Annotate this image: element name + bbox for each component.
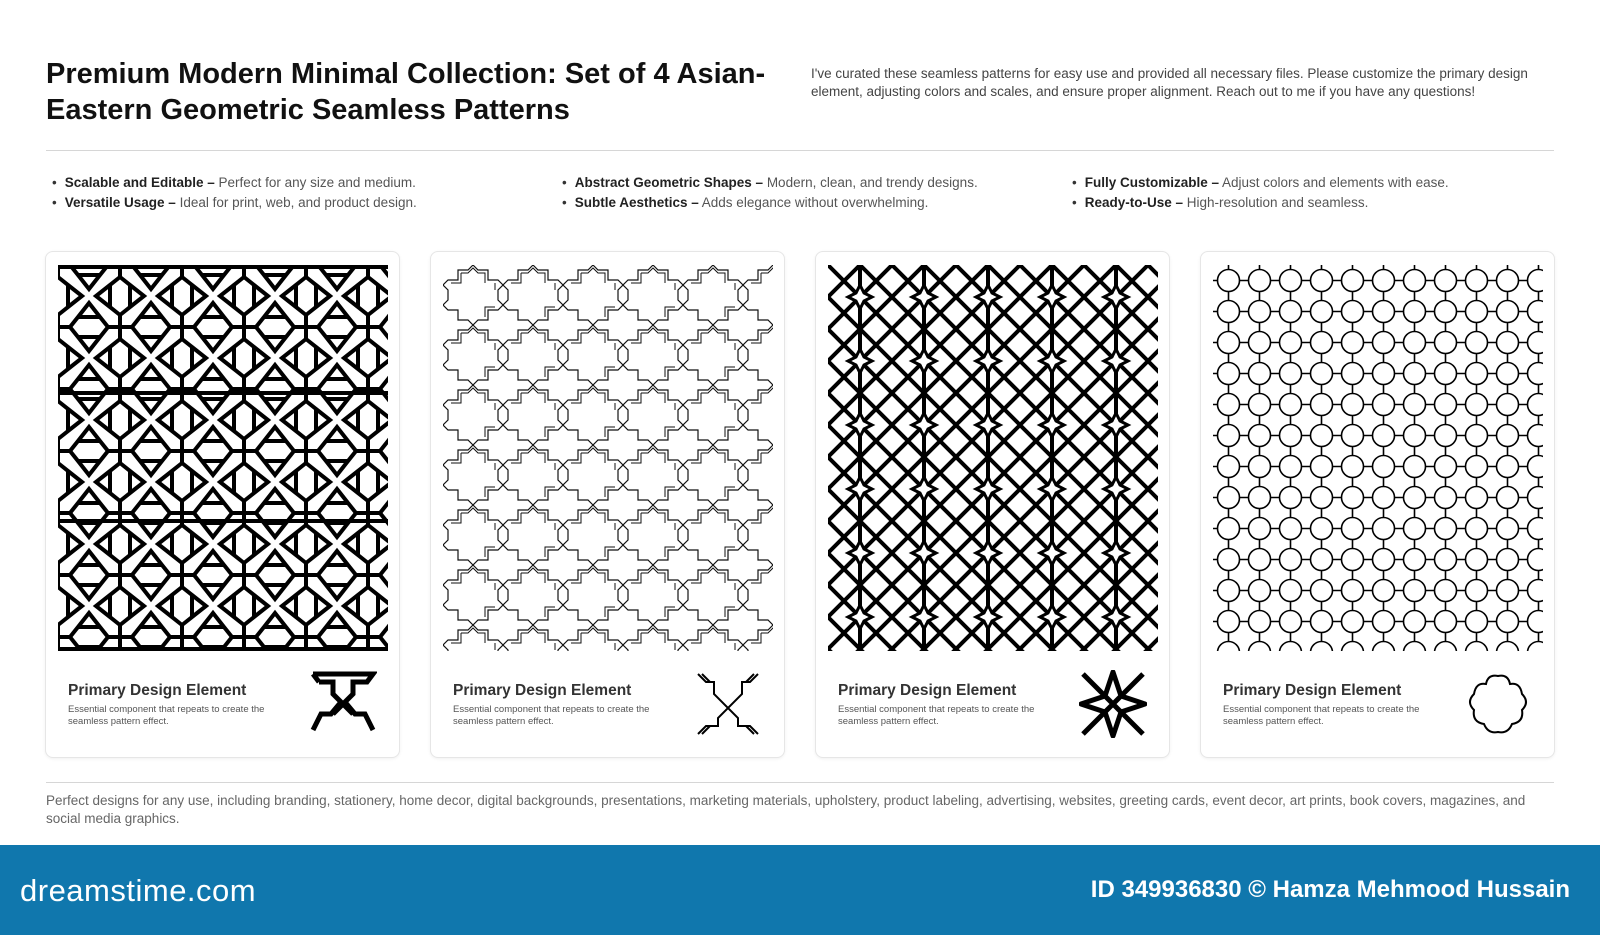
card-title: Primary Design Element	[68, 682, 247, 699]
pattern-card-2	[430, 251, 785, 758]
feature-item: • Abstract Geometric Shapes – Modern, clean, and trendy designs.	[562, 174, 1072, 192]
pattern-preview-4	[1213, 265, 1543, 651]
card-description: Essential component that repeats to create the seamless pattern effect.	[453, 704, 650, 727]
feature-item: • Fully Customizable – Adjust colors and elements with ease.	[1072, 174, 1552, 192]
usage-text: Perfect designs for any use, including branding, stationery, home decor, digital backgrounds, presentations, marketing materials, upholstery, product labeling, advertising, websites, greeting cards, event decor, art prints, book covers, magazines, and social media graphics.	[46, 793, 1526, 826]
feature-item: • Versatile Usage – Ideal for print, web, and product design.	[52, 194, 562, 212]
design-element-icon	[1464, 670, 1532, 738]
pattern-preview-2	[443, 265, 773, 651]
dreamstime-logo[interactable]: dreamstime.com	[20, 873, 257, 908]
card-title: Primary Design Element	[838, 682, 1017, 699]
feature-list	[52, 174, 1552, 212]
divider	[46, 782, 1554, 783]
pattern-preview-1	[58, 265, 388, 651]
pattern-card-4	[1200, 251, 1555, 758]
card-title: Primary Design Element	[453, 682, 632, 699]
design-element-icon	[309, 670, 377, 738]
image-credit: ID 349936830 © Hamza Mehmood Hussain	[1090, 876, 1570, 903]
feature-item: • Ready-to-Use – High-resolution and seamless.	[1072, 194, 1552, 212]
card-description: Essential component that repeats to create the seamless pattern effect.	[838, 704, 1035, 727]
card-description: Essential component that repeats to create the seamless pattern effect.	[1223, 704, 1420, 727]
pattern-card-3	[815, 251, 1170, 758]
feature-item: • Subtle Aesthetics – Adds elegance without overwhelming.	[562, 194, 1072, 212]
card-description: Essential component that repeats to create the seamless pattern effect.	[68, 704, 265, 727]
design-element-icon	[1079, 670, 1147, 738]
pattern-preview-3	[828, 265, 1158, 651]
card-title: Primary Design Element	[1223, 682, 1402, 699]
intro-text: I've curated these seamless patterns for easy use and provided all necessary files. Please customize the primary design element, adjusting colors and scales, and ensure proper alignment. Reach out to me if you have any questions!	[811, 66, 1528, 99]
design-element-icon	[694, 670, 762, 738]
page-title: Premium Modern Minimal Collection: Set of 4 Asian-Eastern Geometric Seamless Patterns	[46, 58, 766, 126]
pattern-card-1	[45, 251, 400, 758]
divider	[46, 150, 1554, 151]
footer-bar	[0, 845, 1600, 935]
feature-item: • Scalable and Editable – Perfect for any size and medium.	[52, 174, 562, 192]
